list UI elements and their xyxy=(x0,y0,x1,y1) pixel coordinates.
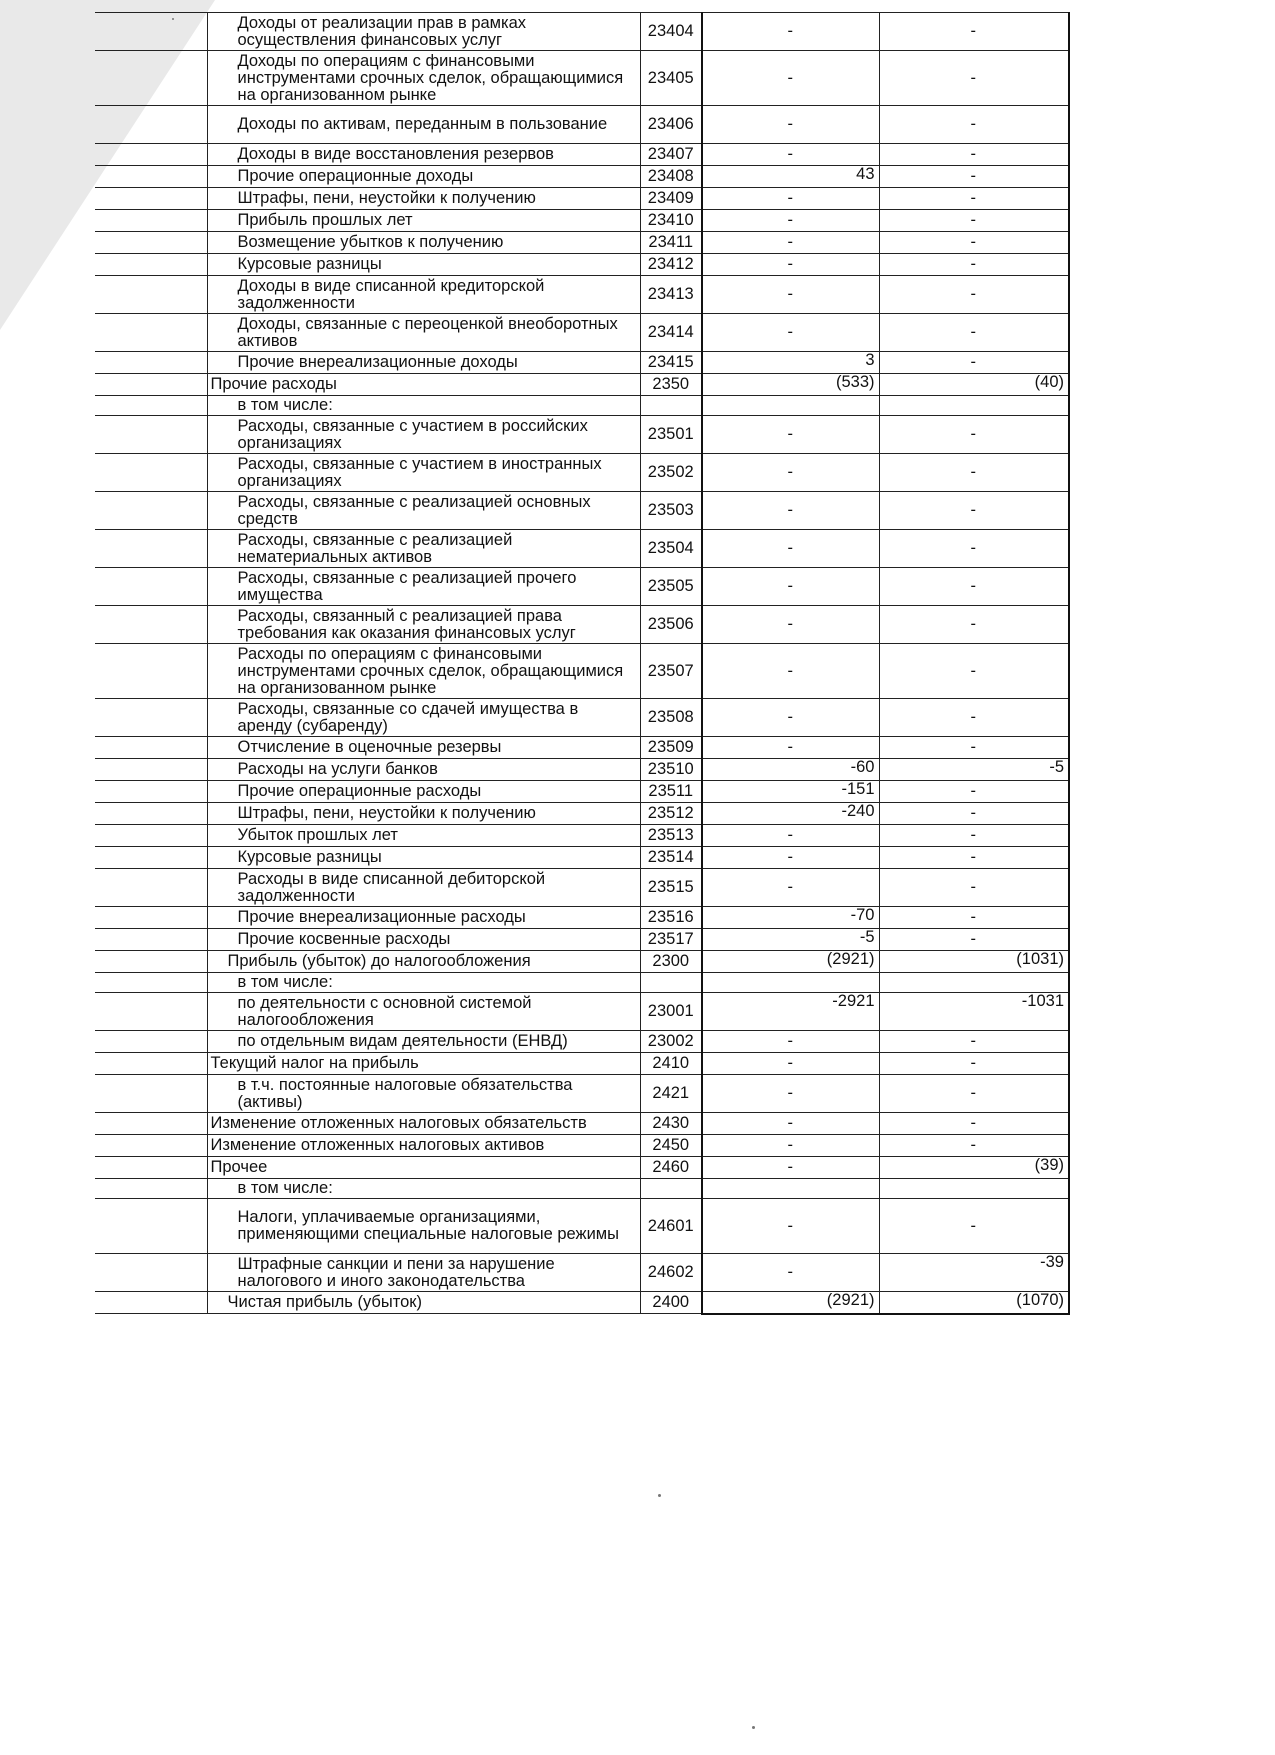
table-row xyxy=(95,314,1069,352)
row-blank-cell xyxy=(95,1075,207,1113)
row-blank-cell xyxy=(95,144,207,166)
row-code: 2450 xyxy=(640,1135,702,1157)
row-value-current: - xyxy=(702,1157,879,1179)
row-value-current: - xyxy=(702,276,879,314)
row-code: 2410 xyxy=(640,1053,702,1075)
row-value-current: -2921 xyxy=(702,993,879,1031)
row-indicator-name: Прочие внереализационные расходы xyxy=(207,907,640,929)
row-code: 23505 xyxy=(640,568,702,606)
row-code: 23405 xyxy=(640,51,702,106)
row-value-previous: - xyxy=(879,254,1069,276)
table-row xyxy=(95,993,1069,1031)
row-value-current: -151 xyxy=(702,781,879,803)
row-value-current xyxy=(702,973,879,993)
row-indicator-name: Расходы, связанный с реализацией права требования как оказания финансовых услуг xyxy=(207,606,640,644)
row-indicator-name: в том числе: xyxy=(207,973,640,993)
row-code: 2350 xyxy=(640,374,702,396)
row-code: 23509 xyxy=(640,737,702,759)
row-value-current: - xyxy=(702,568,879,606)
table-row xyxy=(95,144,1069,166)
table-body xyxy=(95,13,1069,1314)
row-code: 23002 xyxy=(640,1031,702,1053)
table-row xyxy=(95,1113,1069,1135)
row-indicator-name: по деятельности с основной системой налогообложения xyxy=(207,993,640,1031)
table-row xyxy=(95,276,1069,314)
table-row xyxy=(95,907,1069,929)
table-row xyxy=(95,568,1069,606)
row-indicator-name: Прочие косвенные расходы xyxy=(207,929,640,951)
row-indicator-name: Прочие операционные расходы xyxy=(207,781,640,803)
row-indicator-name: Расходы, связанные с реализацией основных средств xyxy=(207,492,640,530)
row-blank-cell xyxy=(95,951,207,973)
row-indicator-name: Изменение отложенных налоговых обязательств xyxy=(207,1113,640,1135)
row-value-current: - xyxy=(702,1053,879,1075)
row-code: 23504 xyxy=(640,530,702,568)
row-code xyxy=(640,1179,702,1199)
table-row xyxy=(95,352,1069,374)
row-value-previous: - xyxy=(879,568,1069,606)
row-code: 23001 xyxy=(640,993,702,1031)
financial-results-table xyxy=(95,12,1070,1315)
row-value-current: - xyxy=(702,144,879,166)
row-value-previous: - xyxy=(879,232,1069,254)
row-indicator-name: Доходы, связанные с переоценкой внеоборотных активов xyxy=(207,314,640,352)
row-value-previous: - xyxy=(879,492,1069,530)
table-row xyxy=(95,232,1069,254)
row-value-previous: - xyxy=(879,803,1069,825)
row-code: 23510 xyxy=(640,759,702,781)
row-value-previous: - xyxy=(879,210,1069,232)
table-row xyxy=(95,492,1069,530)
row-indicator-name: Доходы по операциям с финансовыми инструментами срочных сделок, обращающимися на организованном рынке xyxy=(207,51,640,106)
table-row xyxy=(95,973,1069,993)
row-value-current: -70 xyxy=(702,907,879,929)
row-indicator-name: Доходы от реализации прав в рамках осуществления финансовых услуг xyxy=(207,13,640,51)
row-blank-cell xyxy=(95,352,207,374)
row-value-previous: - xyxy=(879,314,1069,352)
row-value-previous: - xyxy=(879,847,1069,869)
row-value-current xyxy=(702,396,879,416)
row-value-previous: - xyxy=(879,699,1069,737)
table-row xyxy=(95,210,1069,232)
row-value-current: - xyxy=(702,1075,879,1113)
row-indicator-name: Доходы по активам, переданным в пользование xyxy=(207,106,640,144)
row-code: 23515 xyxy=(640,869,702,907)
table-row xyxy=(95,644,1069,699)
row-value-previous: - xyxy=(879,644,1069,699)
row-indicator-name: Чистая прибыль (убыток) xyxy=(207,1292,640,1314)
row-indicator-name: Изменение отложенных налоговых активов xyxy=(207,1135,640,1157)
row-blank-cell xyxy=(95,530,207,568)
row-code: 2421 xyxy=(640,1075,702,1113)
row-code: 23413 xyxy=(640,276,702,314)
row-blank-cell xyxy=(95,1292,207,1314)
row-value-previous: (39) xyxy=(879,1157,1069,1179)
row-value-current: (533) xyxy=(702,374,879,396)
row-indicator-name: Штрафы, пени, неустойки к получению xyxy=(207,188,640,210)
row-blank-cell xyxy=(95,454,207,492)
row-blank-cell xyxy=(95,106,207,144)
row-value-previous: -39 xyxy=(879,1254,1069,1292)
row-value-current: - xyxy=(702,232,879,254)
row-value-previous xyxy=(879,973,1069,993)
table-row xyxy=(95,951,1069,973)
row-value-previous: - xyxy=(879,276,1069,314)
row-blank-cell xyxy=(95,929,207,951)
row-code: 23508 xyxy=(640,699,702,737)
row-blank-cell xyxy=(95,188,207,210)
row-value-current: - xyxy=(702,254,879,276)
row-indicator-name: в том числе: xyxy=(207,396,640,416)
row-blank-cell xyxy=(95,314,207,352)
row-blank-cell xyxy=(95,907,207,929)
table-row xyxy=(95,1075,1069,1113)
row-blank-cell xyxy=(95,1031,207,1053)
row-value-current: - xyxy=(702,869,879,907)
row-blank-cell xyxy=(95,1135,207,1157)
row-value-current: - xyxy=(702,1135,879,1157)
row-blank-cell xyxy=(95,1179,207,1199)
row-blank-cell xyxy=(95,416,207,454)
row-indicator-name: Прочие внереализационные доходы xyxy=(207,352,640,374)
row-code: 23507 xyxy=(640,644,702,699)
row-value-current: (2921) xyxy=(702,951,879,973)
row-indicator-name: Расходы по операциям с финансовыми инструментами срочных сделок, обращающимися на организованном рынке xyxy=(207,644,640,699)
row-value-previous: - xyxy=(879,454,1069,492)
row-value-current xyxy=(702,1179,879,1199)
table-row xyxy=(95,1031,1069,1053)
row-blank-cell xyxy=(95,699,207,737)
row-indicator-name: Отчисление в оценочные резервы xyxy=(207,737,640,759)
row-value-previous: (1070) xyxy=(879,1292,1069,1314)
row-value-current: - xyxy=(702,1113,879,1135)
row-indicator-name: Текущий налог на прибыль xyxy=(207,1053,640,1075)
row-indicator-name: Расходы, связанные с участием в российских организациях xyxy=(207,416,640,454)
row-value-current: -240 xyxy=(702,803,879,825)
row-value-previous xyxy=(879,1179,1069,1199)
row-indicator-name: Возмещение убытков к получению xyxy=(207,232,640,254)
row-value-previous xyxy=(879,396,1069,416)
row-value-current: - xyxy=(702,847,879,869)
row-blank-cell xyxy=(95,210,207,232)
table-row xyxy=(95,1254,1069,1292)
row-blank-cell xyxy=(95,51,207,106)
table-row xyxy=(95,1179,1069,1199)
row-code: 23406 xyxy=(640,106,702,144)
row-code: 2300 xyxy=(640,951,702,973)
row-value-previous: - xyxy=(879,1199,1069,1254)
table-row xyxy=(95,869,1069,907)
row-value-previous: - xyxy=(879,352,1069,374)
table-row xyxy=(95,1053,1069,1075)
row-indicator-name: Расходы, связанные с реализацией прочего имущества xyxy=(207,568,640,606)
row-value-current: - xyxy=(702,1199,879,1254)
row-blank-cell xyxy=(95,13,207,51)
row-indicator-name: Доходы в виде списанной кредиторской задолженности xyxy=(207,276,640,314)
row-blank-cell xyxy=(95,568,207,606)
row-blank-cell xyxy=(95,396,207,416)
row-code: 23410 xyxy=(640,210,702,232)
row-indicator-name: Прибыль (убыток) до налогообложения xyxy=(207,951,640,973)
row-indicator-name: Расходы на услуги банков xyxy=(207,759,640,781)
row-blank-cell xyxy=(95,492,207,530)
row-value-current: (2921) xyxy=(702,1292,879,1314)
row-code xyxy=(640,396,702,416)
row-indicator-name: Курсовые разницы xyxy=(207,254,640,276)
row-value-current: - xyxy=(702,737,879,759)
row-blank-cell xyxy=(95,847,207,869)
row-code: 23513 xyxy=(640,825,702,847)
row-value-current: - xyxy=(702,530,879,568)
row-blank-cell xyxy=(95,1113,207,1135)
row-value-previous: -5 xyxy=(879,759,1069,781)
row-value-previous: - xyxy=(879,825,1069,847)
table-row xyxy=(95,416,1069,454)
row-blank-cell xyxy=(95,1254,207,1292)
row-value-current: -5 xyxy=(702,929,879,951)
row-value-current: - xyxy=(702,454,879,492)
table-row xyxy=(95,530,1069,568)
row-code: 2460 xyxy=(640,1157,702,1179)
row-code: 23409 xyxy=(640,188,702,210)
row-value-previous: - xyxy=(879,1113,1069,1135)
row-value-previous: - xyxy=(879,166,1069,188)
table-row xyxy=(95,825,1069,847)
row-blank-cell xyxy=(95,993,207,1031)
scan-speck xyxy=(658,1494,661,1497)
row-indicator-name: Курсовые разницы xyxy=(207,847,640,869)
row-blank-cell xyxy=(95,781,207,803)
table-row xyxy=(95,1135,1069,1157)
row-value-previous: - xyxy=(879,416,1069,454)
row-blank-cell xyxy=(95,1157,207,1179)
row-value-previous: - xyxy=(879,606,1069,644)
row-value-current: - xyxy=(702,314,879,352)
row-indicator-name: Налоги, уплачиваемые организациями, применяющими специальные налоговые режимы xyxy=(207,1199,640,1254)
row-value-current: - xyxy=(702,188,879,210)
row-value-current: - xyxy=(702,51,879,106)
row-value-previous: - xyxy=(879,106,1069,144)
row-code: 2400 xyxy=(640,1292,702,1314)
table-row xyxy=(95,1157,1069,1179)
table-row xyxy=(95,759,1069,781)
row-blank-cell xyxy=(95,973,207,993)
table-row xyxy=(95,1199,1069,1254)
row-indicator-name: Прочее xyxy=(207,1157,640,1179)
row-code: 24601 xyxy=(640,1199,702,1254)
table-row xyxy=(95,803,1069,825)
row-code: 2430 xyxy=(640,1113,702,1135)
table-row xyxy=(95,781,1069,803)
row-blank-cell xyxy=(95,869,207,907)
row-value-previous: - xyxy=(879,144,1069,166)
row-blank-cell xyxy=(95,374,207,396)
table-row xyxy=(95,1292,1069,1314)
row-value-previous: - xyxy=(879,1075,1069,1113)
row-value-previous: - xyxy=(879,781,1069,803)
row-code: 23506 xyxy=(640,606,702,644)
row-blank-cell xyxy=(95,1199,207,1254)
row-blank-cell xyxy=(95,606,207,644)
row-code: 23511 xyxy=(640,781,702,803)
scan-speck xyxy=(752,1726,755,1729)
row-blank-cell xyxy=(95,759,207,781)
row-blank-cell xyxy=(95,1053,207,1075)
row-code: 23502 xyxy=(640,454,702,492)
table-row xyxy=(95,699,1069,737)
row-value-previous: - xyxy=(879,907,1069,929)
row-indicator-name: Прочие операционные доходы xyxy=(207,166,640,188)
row-indicator-name: по отдельным видам деятельности (ЕНВД) xyxy=(207,1031,640,1053)
table-row xyxy=(95,396,1069,416)
row-indicator-name: Штрафы, пени, неустойки к получению xyxy=(207,803,640,825)
row-value-current: - xyxy=(702,210,879,232)
row-code: 23503 xyxy=(640,492,702,530)
row-blank-cell xyxy=(95,737,207,759)
row-value-previous: - xyxy=(879,737,1069,759)
row-code: 23404 xyxy=(640,13,702,51)
row-value-current: 43 xyxy=(702,166,879,188)
row-indicator-name: Доходы в виде восстановления резервов xyxy=(207,144,640,166)
row-code: 23407 xyxy=(640,144,702,166)
table-row xyxy=(95,254,1069,276)
row-blank-cell xyxy=(95,803,207,825)
row-indicator-name: Прибыль прошлых лет xyxy=(207,210,640,232)
table-row xyxy=(95,51,1069,106)
row-value-current: - xyxy=(702,644,879,699)
row-value-current: - xyxy=(702,1031,879,1053)
row-value-previous: - xyxy=(879,1135,1069,1157)
row-code: 24602 xyxy=(640,1254,702,1292)
row-value-current: - xyxy=(702,13,879,51)
row-blank-cell xyxy=(95,166,207,188)
row-value-previous: - xyxy=(879,1053,1069,1075)
row-value-current: - xyxy=(702,416,879,454)
row-code: 23414 xyxy=(640,314,702,352)
table-row xyxy=(95,606,1069,644)
row-value-current: -60 xyxy=(702,759,879,781)
row-indicator-name: Расходы в виде списанной дебиторской задолженности xyxy=(207,869,640,907)
row-value-current: - xyxy=(702,106,879,144)
scan-speck xyxy=(172,18,174,20)
row-code: 23411 xyxy=(640,232,702,254)
row-blank-cell xyxy=(95,644,207,699)
row-code: 23516 xyxy=(640,907,702,929)
row-value-previous: - xyxy=(879,1031,1069,1053)
table-row xyxy=(95,737,1069,759)
row-value-previous: - xyxy=(879,188,1069,210)
row-value-previous: - xyxy=(879,530,1069,568)
row-code: 23512 xyxy=(640,803,702,825)
row-value-current: - xyxy=(702,699,879,737)
row-blank-cell xyxy=(95,254,207,276)
row-blank-cell xyxy=(95,276,207,314)
row-value-previous: -1031 xyxy=(879,993,1069,1031)
row-value-previous: - xyxy=(879,13,1069,51)
row-indicator-name: Штрафные санкции и пени за нарушение налогового и иного законодательства xyxy=(207,1254,640,1292)
table-row xyxy=(95,847,1069,869)
row-value-current: - xyxy=(702,492,879,530)
row-value-current: 3 xyxy=(702,352,879,374)
row-indicator-name: Расходы, связанные с реализацией нематериальных активов xyxy=(207,530,640,568)
table-row xyxy=(95,188,1069,210)
table-row xyxy=(95,374,1069,396)
table-row xyxy=(95,13,1069,51)
row-value-previous: - xyxy=(879,51,1069,106)
row-indicator-name: Прочие расходы xyxy=(207,374,640,396)
row-indicator-name: Расходы, связанные с участием в иностранных организациях xyxy=(207,454,640,492)
row-code: 23517 xyxy=(640,929,702,951)
row-value-current: - xyxy=(702,825,879,847)
table-row xyxy=(95,106,1069,144)
row-value-current: - xyxy=(702,606,879,644)
row-indicator-name: Расходы, связанные со сдачей имущества в аренду (субаренду) xyxy=(207,699,640,737)
row-code xyxy=(640,973,702,993)
row-value-previous: - xyxy=(879,929,1069,951)
row-code: 23412 xyxy=(640,254,702,276)
row-indicator-name: в т.ч. постоянные налоговые обязательства (активы) xyxy=(207,1075,640,1113)
row-blank-cell xyxy=(95,232,207,254)
row-code: 23408 xyxy=(640,166,702,188)
row-value-previous: - xyxy=(879,869,1069,907)
row-code: 23514 xyxy=(640,847,702,869)
table-row xyxy=(95,166,1069,188)
row-indicator-name: в том числе: xyxy=(207,1179,640,1199)
row-code: 23415 xyxy=(640,352,702,374)
table-row xyxy=(95,929,1069,951)
row-indicator-name: Убыток прошлых лет xyxy=(207,825,640,847)
row-value-previous: (1031) xyxy=(879,951,1069,973)
table-row xyxy=(95,454,1069,492)
row-blank-cell xyxy=(95,825,207,847)
row-value-previous: (40) xyxy=(879,374,1069,396)
row-value-current: - xyxy=(702,1254,879,1292)
row-code: 23501 xyxy=(640,416,702,454)
